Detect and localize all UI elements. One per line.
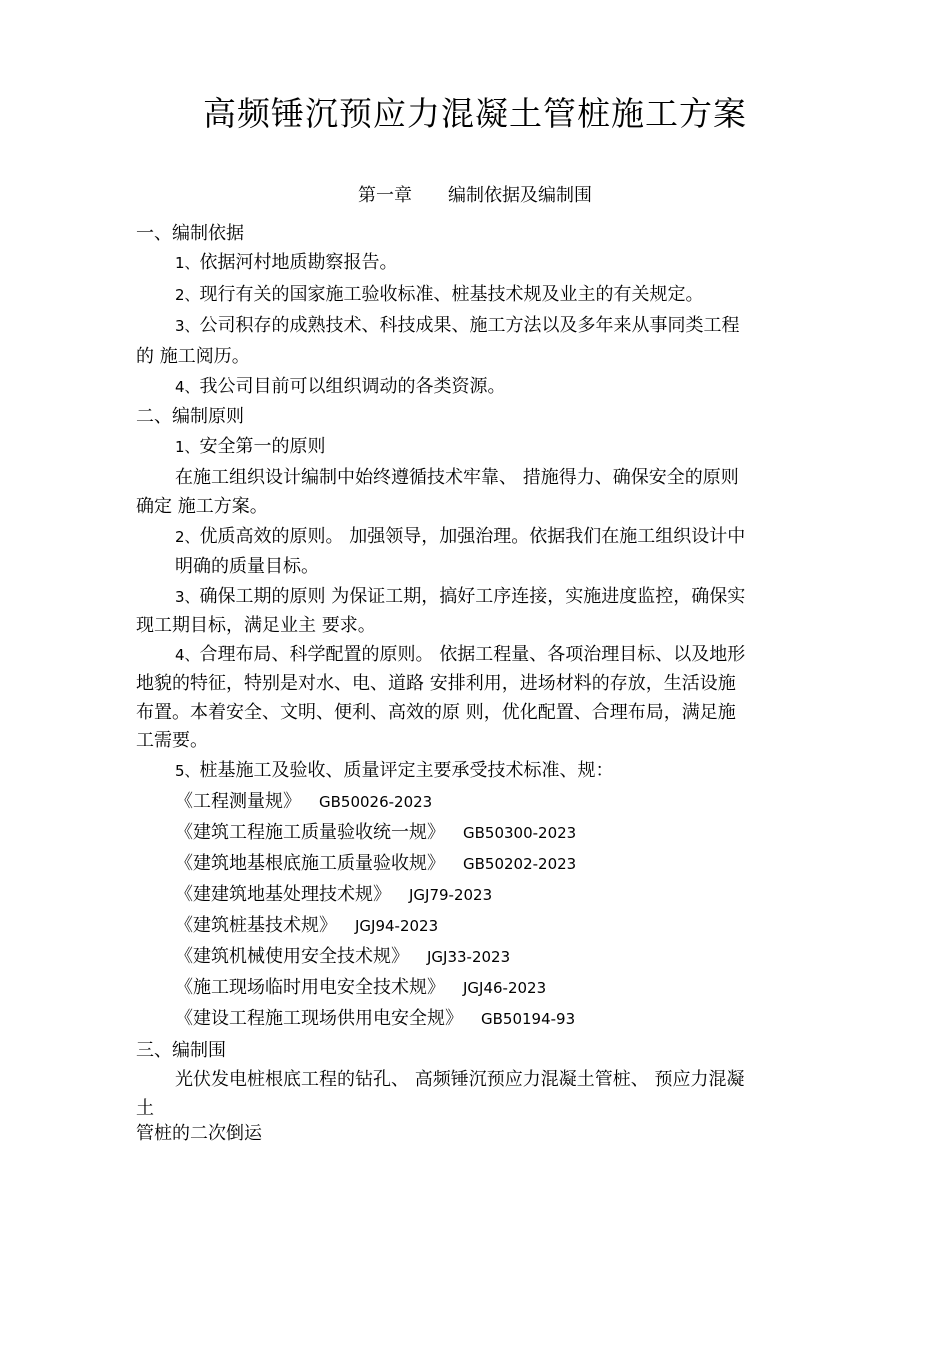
paragraph-line: 土 <box>136 1098 154 1119</box>
principle-item: 1、安全第一的原则 <box>175 436 326 457</box>
list-item: 4、我公司目前可以组织调动的各类资源。 <box>175 376 506 397</box>
principle-item: 2、优质高效的原则。 加强领导，加强治理。依据我们在施工组织设计中 <box>175 526 746 547</box>
list-item: 1、依据河村地质勘察报告。 <box>175 252 398 273</box>
list-item: 2、现行有关的国家施工验收标准、桩基技术规及业主的有关规定。 <box>175 284 704 305</box>
chapter-heading <box>0 181 950 207</box>
paragraph-line: 管桩的二次倒运 <box>136 1123 262 1144</box>
standard-item: 《建筑机械使用安全技术规》 JGJ33-2023 <box>175 946 511 967</box>
standard-item: 《建筑地基根底施工质量验收规》 GB50202-2023 <box>175 853 577 874</box>
paragraph-line: 现工期目标，满足业主 要求。 <box>136 615 376 636</box>
paragraph-line: 工需要。 <box>136 730 208 751</box>
section-heading-basis: 一、编制依据 <box>136 223 244 244</box>
standard-item: 《工程测量规》 GB50026-2023 <box>175 791 433 812</box>
standard-item: 《建筑工程施工质量验收统一规》 GB50300-2023 <box>175 822 577 843</box>
standard-item: 《建设工程施工现场供用电安全规》 GB50194-93 <box>175 1008 576 1029</box>
paragraph-line: 确定 施工方案。 <box>136 496 268 517</box>
paragraph-line: 布置。本着安全、文明、便利、高效的原 则，优化配置、合理布局，满足施 <box>136 702 736 723</box>
paragraph-line: 地貌的特征，特别是对水、电、道路 安排利用，进场材料的存放，生活设施 <box>136 673 736 694</box>
document-title: 高频锤沉预应力混凝土管桩施工方案 <box>203 94 747 133</box>
section-heading-scope: 三、编制围 <box>136 1040 226 1061</box>
chapter-name: 编制依据及编制围 <box>448 185 592 206</box>
principle-item: 5、桩基施工及验收、质量评定主要承受技术标准、规： <box>175 760 614 781</box>
principle-item: 4、合理布局、科学配置的原则。 依据工程量、各项治理目标、以及地形 <box>175 644 746 665</box>
chapter-number: 第一章 <box>358 185 412 206</box>
list-item: 3、公司积存的成熟技术、科技成果、施工方法以及多年来从事同类工程 <box>175 315 740 336</box>
list-item-continuation: 的 施工阅历。 <box>136 346 250 367</box>
standard-item: 《建建筑地基处理技术规》 JGJ79-2023 <box>175 884 493 905</box>
standard-item: 《建筑桩基技术规》 JGJ94-2023 <box>175 915 439 936</box>
principle-item: 3、确保工期的原则 为保证工期，搞好工序连接，实施进度监控，确保实 <box>175 586 746 607</box>
standard-item: 《施工现场临时用电安全技术规》 JGJ46-2023 <box>175 977 547 998</box>
paragraph-line: 光伏发电桩根底工程的钻孔、 高频锤沉预应力混凝土管桩、 预应力混凝 <box>175 1069 745 1090</box>
paragraph-line: 明确的质量目标。 <box>175 556 319 577</box>
paragraph-line: 在施工组织设计编制中始终遵循技术牢靠、 措施得力、确保安全的原则 <box>175 467 739 488</box>
section-heading-principles: 二、编制原则 <box>136 406 244 427</box>
